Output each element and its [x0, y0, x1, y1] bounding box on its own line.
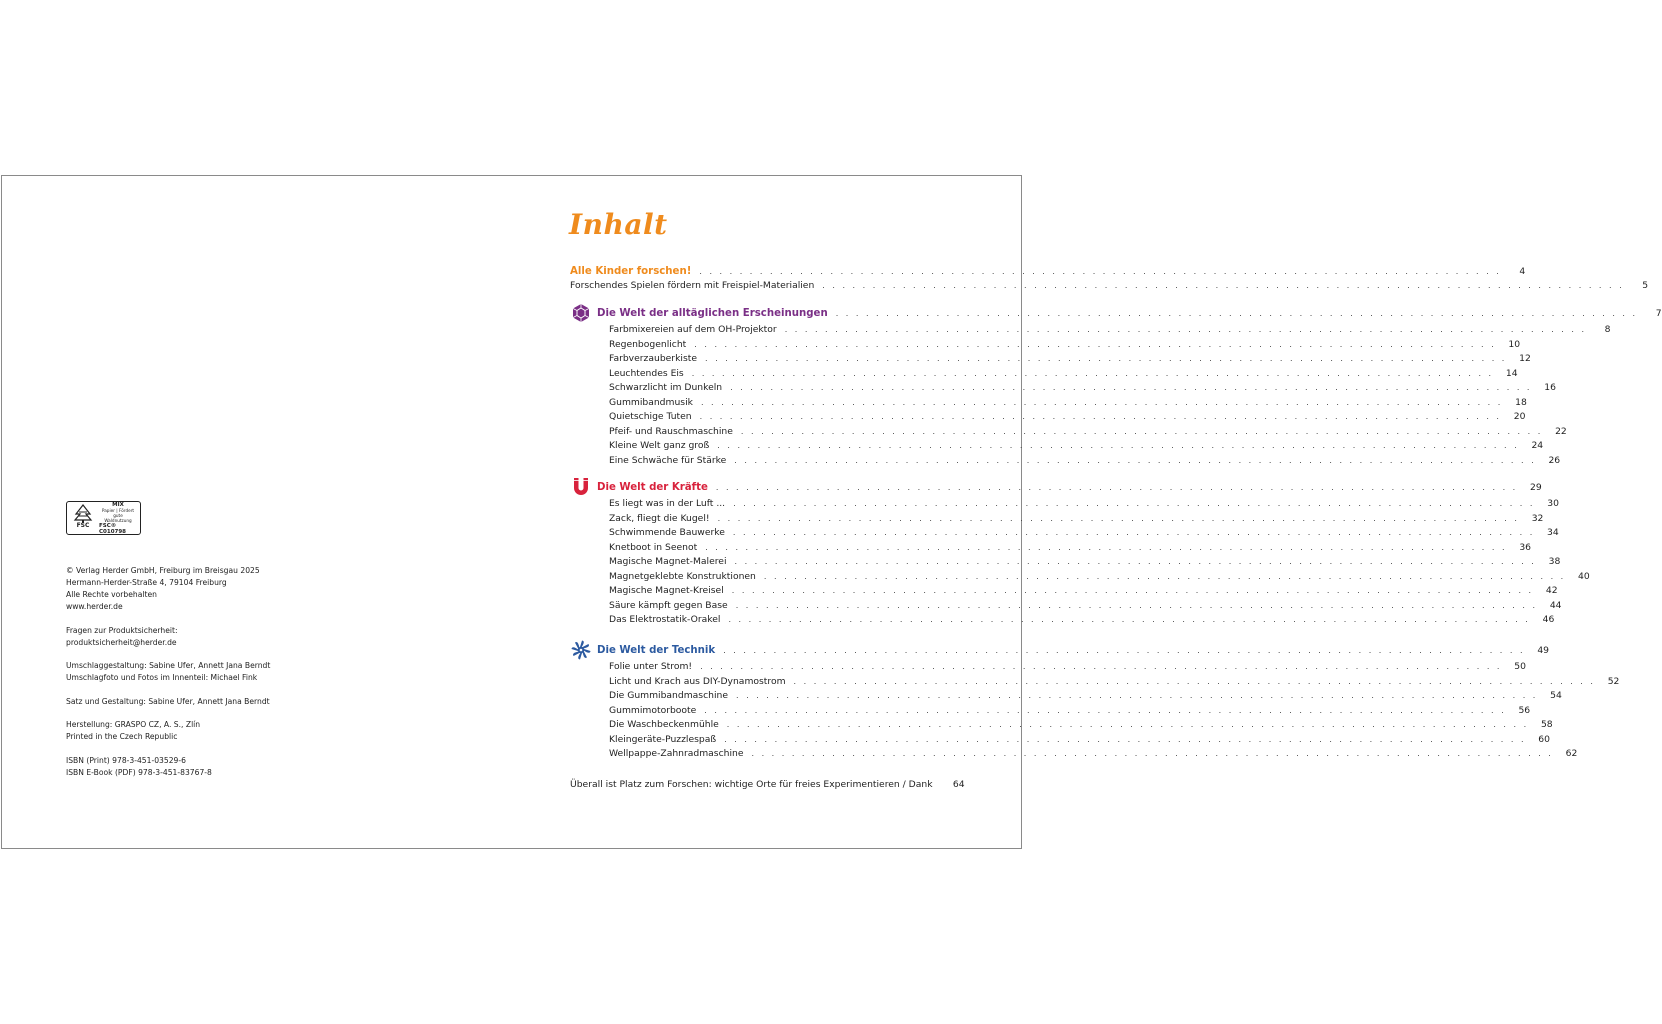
imprint-line: Herstellung: GRASPO CZ, A. S., Zlín	[66, 720, 201, 729]
toc-entry-page: 32	[1531, 512, 1544, 524]
imprint-line: www.herder.de	[66, 602, 123, 611]
toc-entry-page: 30	[1547, 498, 1559, 509]
toc-entry-page: 54	[1550, 690, 1562, 701]
toc-entry-title: Kleine Welt ganz groß	[609, 440, 710, 451]
imprint-line: Umschlaggestaltung: Sabine Ufer, Annett Jana Berndt	[66, 661, 271, 670]
toc-entry-page: 46	[1542, 614, 1555, 625]
toc-entry-title: Regenbogenlicht	[609, 338, 687, 350]
toc-entry-title: Pfeif- und Rauschmaschine	[609, 425, 733, 437]
toc-entry-page: 8	[1604, 324, 1611, 335]
dot-leader: . . . . . . . . . . . . . . . . . . . . . . . . . . . . . . . . . . . . . . . . . . . . . . . . . . . . . . . . . . . . . . . . . . . . . . . . . . . . . . . .	[733, 499, 1535, 508]
toc-entry-page: 58	[1540, 719, 1553, 730]
book-spread	[1, 175, 1662, 849]
toc-entry[interactable]	[609, 352, 1531, 366]
dot-leader: . . . . . . . . . . . . . . . . . . . . . . . . . . . . . . . . . . . . . . . . . . . . . . . . . . . . . . . . . . . . . . . . . . . . . . . . . . . . . . . .	[740, 426, 1543, 436]
toc-entry-title: Überall ist Platz zum Forschen: wichtige Orte für freies Experimentieren / Dank	[570, 779, 933, 790]
toc-entry-page: 36	[1519, 541, 1532, 553]
gear-pinwheel-icon	[571, 640, 591, 660]
toc-entry[interactable]	[609, 718, 1553, 732]
dot-leader: . . . . . . . . . . . . . . . . . . . . . . . . . . . . . . . . . . . . . . . . . . . . . . . . . . . . . . . . . . . . . . . . . . . . . . . . . . . . . . . .	[751, 749, 1554, 758]
dot-leader: . . . . . . . . . . . . . . . . . . . . . . . . . . . . . . . . . . . . . . . . . . . . . . . . . . . . . . . . . . . . . . . . . . . . . . . . . . . . . . . .	[717, 513, 1520, 523]
toc-entry-title: Magische Magnet-Kreisel	[609, 585, 724, 596]
toc-entry-page: 40	[1578, 570, 1590, 582]
dot-leader: . . . . . . . . . . . . . . . . . . . . . . . . . . . . . . . . . . . . . . . . . . . . . . . . . . . . . . . . . . . . . . . . . . . . . . . . . . . . . . . .	[724, 734, 1526, 744]
imprint-line: Hermann-Herder-Straße 4, 79104 Freiburg	[66, 578, 227, 587]
toc-entry[interactable]	[609, 570, 1590, 584]
toc-entry[interactable]	[609, 367, 1518, 381]
dot-leader: . . . . . . . . . . . . . . . . . . . . . . . . . . . . . . . . . . . . . . . . . . . . . . . . . . . . . . . . . . . . . . . . . . . . . . . . . . . . . . . .	[704, 705, 1507, 715]
imprint-line: Satz und Gestaltung: Sabine Ufer, Annett Jana Berndt	[66, 696, 270, 706]
dot-leader: . . . . . . . . . . . . . . . . . . . . . . . . . . . . . . . . . . . . . . . . . . . . . . . . . . . . . . . . . . . . . . . . . . . . . . . . . . . . . . . .	[734, 455, 1537, 465]
toc-entry-title: Farbverzauberkiste	[609, 353, 697, 364]
toc-entry[interactable]	[609, 526, 1559, 540]
toc-entry-page: 18	[1515, 396, 1527, 408]
toc-entry-page: 26	[1548, 454, 1561, 466]
magnet-icon	[571, 477, 591, 497]
dot-leader: . . . . . . . . . . . . . . . . . . . . . . . . . . . . . . . . . . . . . . . . . . . . . . . . . . . . . . . . . . . . . . . . . . . . . . . . . . . . . . . .	[731, 586, 1534, 595]
toc-entry-title: Schwarzlicht im Dunkeln	[609, 382, 723, 393]
toc-entry[interactable]	[609, 613, 1555, 627]
toc-entry[interactable]	[609, 381, 1556, 395]
toc-entry[interactable]	[609, 425, 1567, 439]
toc-entry-title: Die Welt der Technik	[597, 645, 716, 656]
toc-entry-page: 29	[1530, 482, 1542, 493]
toc-entry-title: Kleingeräte-Puzzlespaß	[609, 733, 717, 745]
toc-intro-entry[interactable]	[570, 279, 1649, 293]
toc-entry-title: Die Waschbeckenmühle	[609, 719, 719, 730]
toc-entry-title: Quietschige Tuten	[609, 411, 692, 422]
toc-entry-title: Alle Kinder forschen!	[570, 266, 692, 277]
dot-leader: . . . . . . . . . . . . . . . . . . . . . . . . . . . . . . . . . . . . . . . . . . . . . . . . . . . . . . . . . . . . . . . . . . . . . . . . . . . . . . . .	[728, 615, 1531, 624]
toc-entry-title: Wellpappe-Zahnradmaschine	[609, 748, 744, 759]
toc-entry-page: 10	[1508, 338, 1521, 350]
toc-entry-page: 64	[952, 779, 965, 790]
toc-entry-title: Schwimmende Bauwerke	[609, 527, 725, 538]
toc-entry-page: 22	[1555, 425, 1567, 437]
dot-leader: . . . . . . . . . . . . . . . . . . . . . . . . . . . . . . . . . . . . . . . . . . . . . . . . . . . . . . . . . . . . . . . . . . . . . . . . . . . . . . . .	[699, 267, 1502, 276]
fsc-mix: MIX	[112, 501, 124, 508]
dot-leader: . . . . . . . . . . . . . . . . . . . . . . . . . . . . . . . . . . . . . . . . . . . . . . . . . . . . . . . . . . . . . . . . . . . . . . . . . . . . . . . .	[723, 646, 1526, 655]
table-of-contents	[2, 176, 1662, 848]
toc-entry-title: Säure kämpft gegen Base	[609, 599, 728, 611]
dot-leader: . . . . . . . . . . . . . . . . . . . . . . . . . . . . . . . . . . . . . . . . . . . . . . . . . . . . . . . . . . . . . . . . . . . . . . . . . . . . . . . .	[784, 325, 1587, 334]
toc-section-heading[interactable]	[597, 644, 1550, 658]
dot-leader: . . . . . . . . . . . . . . . . . . . . . . . . . . . . . . . . . . . . . . . . . . . . . . . . . . . . . . . . . . . . . . . . . . . . . . . . . . . . . . . .	[822, 281, 1625, 290]
toc-entry-title: Magnetgeklebte Konstruktionen	[609, 570, 756, 582]
dot-leader: . . . . . . . . . . . . . . . . . . . . . . . . . . . . . . . . . . . . . . . . . . . . . . . . . . . . . . . . . . . . . . . . . . . . . . . . . . . . . . . .	[735, 600, 1538, 610]
toc-closing-entry[interactable]	[570, 778, 965, 792]
dot-leader: . . . . . . . . . . . . . . . . . . . . . . . . . . . . . . . . . . . . . . . . . . . . . . . . . . . . . . . . . . . . . . . . . . . . . . . . . . . . . . . .	[734, 557, 1537, 566]
toc-entry-title: Das Elektrostatik-Orakel	[609, 614, 721, 625]
toc-entry-title: Die Welt der Kräfte	[597, 482, 708, 493]
fsc-paper-line-2: gute Waldnutzung	[104, 512, 132, 523]
toc-entry[interactable]	[609, 410, 1526, 424]
toc-entry-title: Gummimotorboote	[609, 704, 697, 716]
toc-entry-title: Folie unter Strom!	[609, 661, 693, 672]
dot-leader: . . . . . . . . . . . . . . . . . . . . . . . . . . . . . . . . . . . . . . . . . . . . . . . . . . . . . . . . . . . . . . . . . . . . . . . . . . . . . . . .	[835, 309, 1638, 318]
dot-leader: . . . . . . . . . . . . . . . . . . . . . . . . . . . . . . . . . . . . . . . . . . . . . . . . . . . . . . . . . . . . . . . . . . . . . . . . . . . . . . . .	[705, 354, 1507, 363]
toc-entry-title: Leuchtendes Eis	[609, 367, 684, 379]
imprint-line: ISBN (Print) 978-3-451-03529-6	[66, 755, 186, 765]
toc-entry-page: 62	[1565, 748, 1578, 759]
toc-entry[interactable]	[609, 338, 1521, 352]
toc-entry-page: 24	[1531, 440, 1544, 451]
toc-entry-page: 49	[1537, 645, 1550, 656]
toc-entry-title: Knetboot in Seenot	[609, 541, 698, 553]
dot-leader: . . . . . . . . . . . . . . . . . . . . . . . . . . . . . . . . . . . . . . . . . . . . . . . . . . . . . . . . . . . . . . . . . . . . . . . . . . . . . . . .	[715, 483, 1518, 492]
toc-entry-page: 38	[1548, 556, 1561, 567]
dot-leader: . . . . . . . . . . . . . . . . . . . . . . . . . . . . . . . . . . . . . . . . . . . . . . . . . . . . . . . . . . . . . . . . . . . . . . . . . . . . . . . .	[700, 397, 1503, 407]
dot-leader: . . . . . . . . . . . . . . . . . . . . . . . . . . . . . . . . . . . . . . . . . . . . . . . . . . . . . . . . . . . . . . . . . . . . . . . . . . . . . . . .	[735, 691, 1538, 700]
dot-leader: . . . . . . . . . . . . . . . . . . . . . . . . . . . . . . . . . . . . . . . . . . . . . . . . . . . . . . . . . . . . . . . . . . . . . . . . . . . . . . . .	[726, 720, 1529, 729]
dot-leader: . . . . . . . . . . . . . . . . . . . . . . . . . . . . . . . . . . . . . . . . . . . . . . . . . . . . . . . . . . . . . . . . . . . . . . . . . . . . . . . .	[705, 542, 1508, 552]
imprint-line: produktsicherheit@herder.de	[66, 637, 177, 647]
imprint-line: © Verlag Herder GmbH, Freiburg im Breisgau 2025	[66, 566, 260, 575]
toc-entry-title: Farbmixereien auf dem OH-Projektor	[609, 324, 777, 335]
toc-entry-title: Zack, fliegt die Kugel!	[609, 512, 710, 524]
toc-entry-title: Die Gummibandmaschine	[609, 690, 728, 701]
toc-entry-title: Licht und Krach aus DIY-Dynamostrom	[609, 675, 786, 687]
dot-leader: . . . . . . . . . . . . . . . . . . . . . . . . . . . . . . . . . . . . . . . . . . . . . . . . . . . . . . . . . . . . . . . . . . . . . . . . . . . . . . . .	[700, 662, 1502, 671]
toc-entry-page: 7	[1655, 308, 1662, 319]
toc-entry-page: 56	[1518, 704, 1531, 716]
imprint-line: Umschlagfoto und Fotos im Innenteil: Michael Fink	[66, 673, 258, 682]
fsc-paper-line-1: Papier | Fördert	[101, 507, 135, 513]
toc-entry-page: 52	[1607, 675, 1620, 687]
toc-entry[interactable]	[609, 512, 1544, 526]
toc-entry-page: 42	[1545, 585, 1558, 596]
toc-entry[interactable]	[609, 497, 1559, 511]
toc-entry-page: 20	[1513, 411, 1526, 422]
fsc-label: FSC	[76, 522, 90, 529]
dot-leader: . . . . . . . . . . . . . . . . . . . . . . . . . . . . . . . . . . . . . . . . . . . . . . . . . . . . . . . . . . . . . . . . . . . . . . . . . . . . . . . .	[730, 383, 1532, 392]
toc-section-heading[interactable]	[597, 481, 1542, 495]
toc-intro-entry[interactable]	[570, 265, 1526, 279]
toc-entry[interactable]	[609, 747, 1578, 761]
toc-entry-page: 4	[1519, 266, 1526, 277]
toc-entry[interactable]	[609, 733, 1550, 747]
toc-entry[interactable]	[609, 555, 1561, 569]
imprint-line: Alle Rechte vorbehalten	[66, 590, 157, 599]
toc-entry-page: 12	[1519, 353, 1531, 364]
imprint-line: Fragen zur Produktsicherheit:	[66, 625, 178, 635]
dot-leader: . . . . . . . . . . . . . . . . . . . . . . . . . . . . . . . . . . . . . . . . . . . . . . . . . . . . . . . . . . . . . . . . . . . . . . . . . . . . . . . .	[694, 339, 1497, 349]
toc-entry[interactable]	[609, 541, 1532, 555]
toc-entry-title: Die Welt der alltäglichen Erscheinungen	[597, 308, 828, 319]
dot-leader: . . . . . . . . . . . . . . . . . . . . . . . . . . . . . . . . . . . . . . . . . . . . . . . . . . . . . . . . . . . . . . . . . . . . . . . . . . . . . . . .	[699, 412, 1502, 421]
gem-icon	[571, 303, 591, 323]
toc-entry-title: Magische Magnet-Malerei	[609, 556, 727, 567]
toc-heading: Inhalt	[569, 208, 668, 241]
dot-leader: . . . . . . . . . . . . . . . . . . . . . . . . . . . . . . . . . . . . . . . . . . . . . . . . . . . . . . . . . . . . . . . . . . . . . . . . . . . . . . . .	[732, 528, 1535, 537]
toc-entry[interactable]	[609, 323, 1611, 337]
toc-entry[interactable]	[609, 599, 1562, 613]
dot-leader: . . . . . . . . . . . . . . . . . . . . . . . . . . . . . . . . . . . . . . . . . . . . . . . . . . . . . . . . . . . . . . . . . . . . . . . . . . . . . . . .	[763, 571, 1566, 581]
toc-entry[interactable]	[609, 675, 1620, 689]
toc-entry-title: Forschendes Spielen fördern mit Freispiel-Materialien	[570, 280, 815, 291]
dot-leader: . . . . . . . . . . . . . . . . . . . . . . . . . . . . . . . . . . . . . . . . . . . . . . . . . . . . . . . . . . . . . . . . . . . . . . . . . . . . . . . .	[793, 676, 1596, 686]
imprint-line: ISBN E-Book (PDF) 978-3-451-83767-8	[66, 767, 212, 777]
fsc-code: FSC® C010798	[99, 522, 126, 535]
toc-entry-title: Eine Schwäche für Stärke	[609, 454, 727, 466]
toc-entry-page: 14	[1505, 367, 1518, 379]
toc-entry[interactable]	[609, 584, 1558, 598]
toc-entry-page: 50	[1514, 661, 1526, 672]
toc-entry-page: 44	[1549, 599, 1562, 611]
toc-section-heading[interactable]	[597, 307, 1662, 321]
toc-entry-title: Es liegt was in der Luft ...	[609, 498, 726, 509]
dot-leader: . . . . . . . . . . . . . . . . . . . . . . . . . . . . . . . . . . . . . . . . . . . . . . . . . . . . . . . . . . . . . . . . . . . . . . . . . . . . . . . .	[717, 441, 1520, 450]
toc-entry-page: 60	[1538, 733, 1550, 745]
toc-entry[interactable]	[609, 454, 1561, 468]
toc-entry[interactable]	[609, 689, 1562, 703]
toc-entry-page: 5	[1642, 280, 1649, 291]
toc-entry-page: 34	[1547, 527, 1559, 538]
dot-leader: . . . . . . . . . . . . . . . . . . . . . . . . . . . . . . . . . . . . . . . . . . . . . . . . . . . . . . . . . . . . . . . . . . . . . . . . . . . . . . . .	[691, 368, 1494, 378]
toc-entry-page: 16	[1544, 382, 1556, 393]
toc-entry[interactable]	[609, 396, 1527, 410]
toc-entry[interactable]	[609, 704, 1531, 718]
imprint-line: Printed in the Czech Republic	[66, 732, 178, 741]
toc-entry[interactable]	[609, 439, 1544, 453]
toc-entry[interactable]	[609, 660, 1526, 674]
toc-entry-title: Gummibandmusik	[609, 396, 693, 408]
